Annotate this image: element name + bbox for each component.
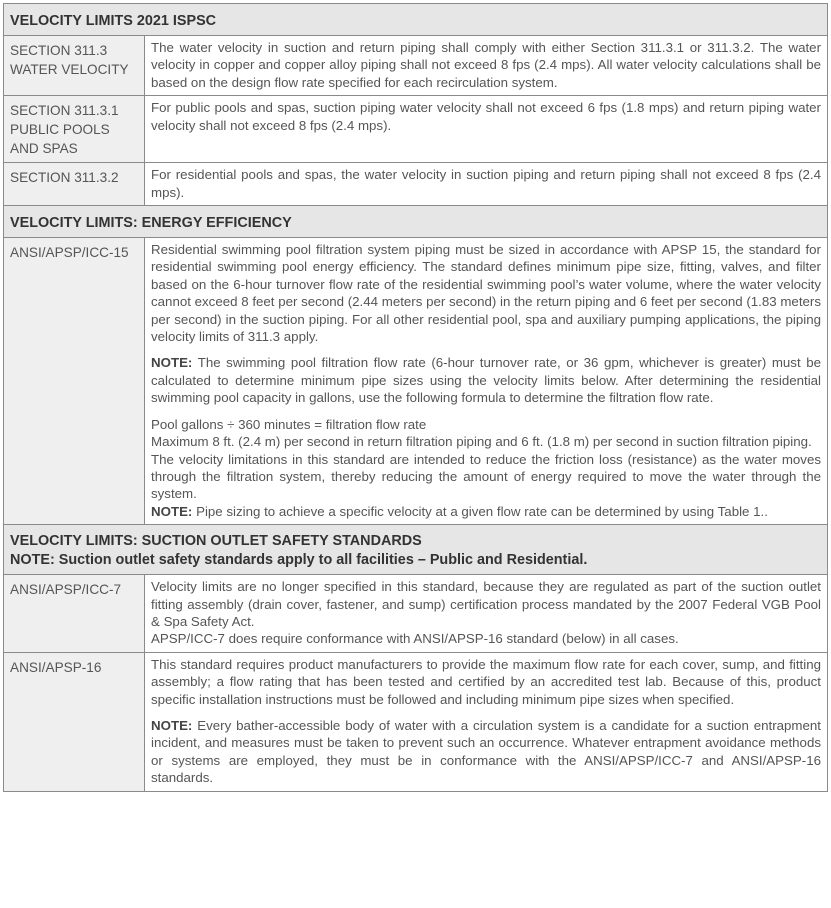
energy-header-row — [4, 206, 828, 238]
table-row — [4, 163, 828, 206]
icc-15-label: ANSI/APSP/ICC-15 — [4, 238, 145, 525]
label-line: SECTION 311.3.1 — [10, 103, 119, 119]
formula: Pool gallons ÷ 360 minutes = filtration flow rate — [151, 416, 427, 432]
label-line: SECTION 311.3.2 — [10, 170, 119, 186]
suction-header-row — [4, 525, 828, 575]
paragraph: Residential swimming pool filtration system piping must be sized in accordance with APSP 15, the standard for residential swimming pool energy efficiency. The standard defines minimum pipe size, fitting, valves, and filter based on the 6-hour turnover flow rate of the residential swimming pool’s water volume, where the water velocity cannot exceed 8 feet per second (2.44 meters per second) in the return piping and 6 feet per second (1.83 meters per second) in the suction piping. For all other residential pool, spa and auxiliary pumping applications, the piping velocity limits of 311.3 apply. — [151, 242, 821, 345]
apsp-16-text — [145, 652, 828, 791]
label-line: PUBLIC POOLS — [10, 122, 110, 138]
apsp-16-label: ANSI/APSP-16 — [4, 652, 145, 791]
velocity-limits-table — [3, 3, 828, 792]
section-311-3-2-text — [145, 163, 828, 206]
note-label: NOTE: — [151, 503, 193, 519]
note-paragraph — [151, 503, 821, 520]
section-311-3-2-label — [4, 163, 145, 206]
section-311-3-label — [4, 36, 145, 96]
note-label: NOTE: — [151, 355, 193, 371]
paragraph: For public pools and spas, suction piping water velocity shall not exceed 6 fps (1.8 mps) and return piping water velocity shall not exceed 8 fps (2.4 mps). — [151, 100, 821, 133]
table-row — [4, 96, 828, 163]
paragraph: This standard requires product manufacturers to provide the maximum flow rate for each cover, sump, and fitting assembly; a flow rating that has been tested and certified by an accredited test lab. Because of this, product specific installation instructions must be followed and including minimum pipe sizes when specified. — [151, 656, 821, 707]
table-row — [4, 238, 828, 525]
note-paragraph — [151, 354, 821, 406]
section-311-3-text — [145, 36, 828, 96]
table-row — [4, 575, 828, 653]
note-text: Pipe sizing to achieve a specific velocity at a given flow rate can be determined by using Table 1.. — [192, 503, 768, 519]
paragraph: Velocity limits are no longer specified in this standard, because they are regulated as part of the suction outlet fitting assembly (drain cover, fastener, and sump) certification process mandated by the 2007 Federal VGB Pool & Spa Safety Act. — [151, 579, 821, 629]
table-row — [4, 652, 828, 791]
energy-header: VELOCITY LIMITS: ENERGY EFFICIENCY — [4, 206, 828, 238]
paragraph: Maximum 8 ft. (2.4 m) per second in return filtration piping and 6 ft. (1.8 m) per second in suction filtration piping. — [151, 434, 812, 450]
ispsc-header-row — [4, 4, 828, 36]
note-paragraph — [151, 717, 821, 787]
paragraph: For residential pools and spas, the water velocity in suction piping and return piping shall not exceed 8 fps (2.4 mps). — [151, 167, 821, 200]
table-row — [4, 36, 828, 96]
suction-title: VELOCITY LIMITS: SUCTION OUTLET SAFETY STANDARDS — [10, 533, 422, 550]
ispsc-header: VELOCITY LIMITS 2021 ISPSC — [4, 4, 828, 36]
section-311-3-1-label — [4, 96, 145, 163]
note-text: Every bather-accessible body of water with a circulation system is a candidate for a suction entrapment incident, and measures must be taken to prevent such an occurrence. Whatever entrapment avoidance methods or systems are employed, they must be in conformance with the ANSI/APSP/ICC-7 and ANSI/APSP-16 standards. — [151, 717, 821, 786]
paragraph: The velocity limitations in this standard are intended to reduce the friction loss (resistance) as the water moves through the filtration system, thereby reducing the amount of energy required to move the water through the system. — [151, 451, 821, 502]
icc-7-text — [145, 575, 828, 653]
note-text: The swimming pool filtration flow rate (6-hour turnover rate, or 36 gpm, whichever is greater) must be calculated to determine minimum pipe sizes using the velocity limits below. After determining the residential swimming pool capacity in gallons, use the following formula to determine the filtration flow rate. — [151, 355, 821, 406]
icc-7-label: ANSI/APSP/ICC-7 — [4, 575, 145, 653]
paragraph: The water velocity in suction and return piping shall comply with either Section 311.3.1 or 311.3.2. The water velocity in copper and copper alloy piping shall not exceed 8 fps (2.4 mps). All water velocity calculations shall be based on the design flow rate specified for each recirculation system. — [151, 40, 821, 90]
section-311-3-1-text — [145, 96, 828, 163]
label-line: SECTION 311.3 — [10, 43, 108, 58]
icc-15-text — [145, 238, 828, 525]
suction-subtitle: NOTE: Suction outlet safety standards apply to all facilities – Public and Residential. — [10, 552, 588, 569]
note-label: NOTE: — [151, 717, 193, 733]
label-line: AND SPAS — [10, 141, 78, 157]
suction-header — [4, 525, 828, 575]
paragraph: APSP/ICC-7 does require conformance with ANSI/APSP-16 standard (below) in all cases. — [151, 631, 679, 647]
label-line: WATER VELOCITY — [10, 62, 129, 77]
